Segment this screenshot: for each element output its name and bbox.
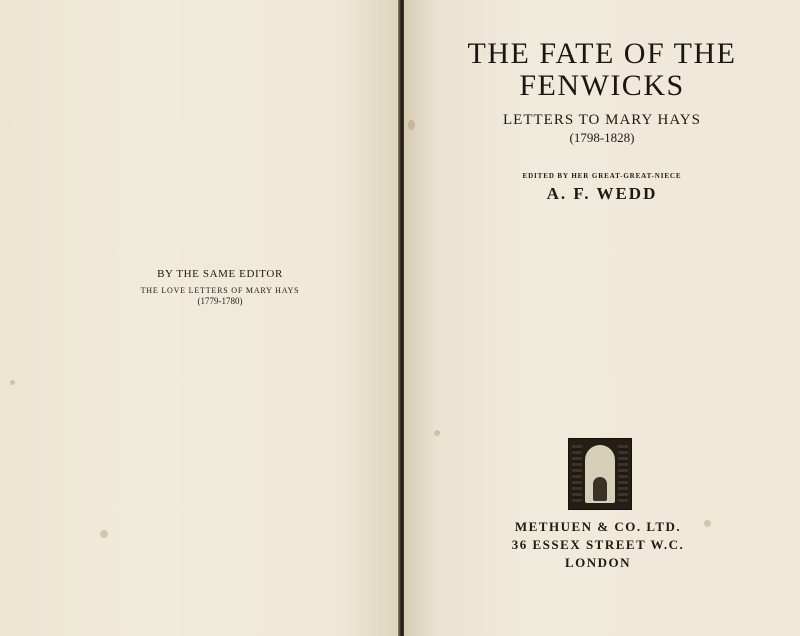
paper-stain [434, 430, 440, 436]
editor-name: A. F. WEDD [546, 184, 658, 203]
publisher-name: METHUEN & CO. LTD. [514, 519, 682, 534]
edited-by-line: EDITED BY HER GREAT-GREAT-NIECE [522, 172, 682, 180]
publisher-address: 36 ESSEX STREET W.C. [511, 537, 685, 552]
book-title-line-1: THE FATE OF THE [467, 37, 737, 70]
publisher-emblem-icon [568, 438, 632, 510]
publisher-block [400, 518, 796, 572]
other-book-title: THE LOVE LETTERS OF MARY HAYS [140, 286, 300, 295]
right-page [404, 0, 800, 636]
paper-stain [10, 380, 15, 385]
same-editor-block [20, 268, 420, 306]
book-title-line-2: FENWICKS [519, 69, 685, 102]
paper-stain [100, 530, 108, 538]
same-editor-heading: BY THE SAME EDITOR [157, 268, 283, 280]
book-subtitle: LETTERS TO MARY HAYS [503, 112, 701, 128]
title-block [404, 38, 800, 146]
publisher-city: LONDON [564, 555, 632, 570]
book-dates: (1798-1828) [569, 130, 635, 145]
other-book-dates: (1779-1780) [197, 296, 243, 306]
